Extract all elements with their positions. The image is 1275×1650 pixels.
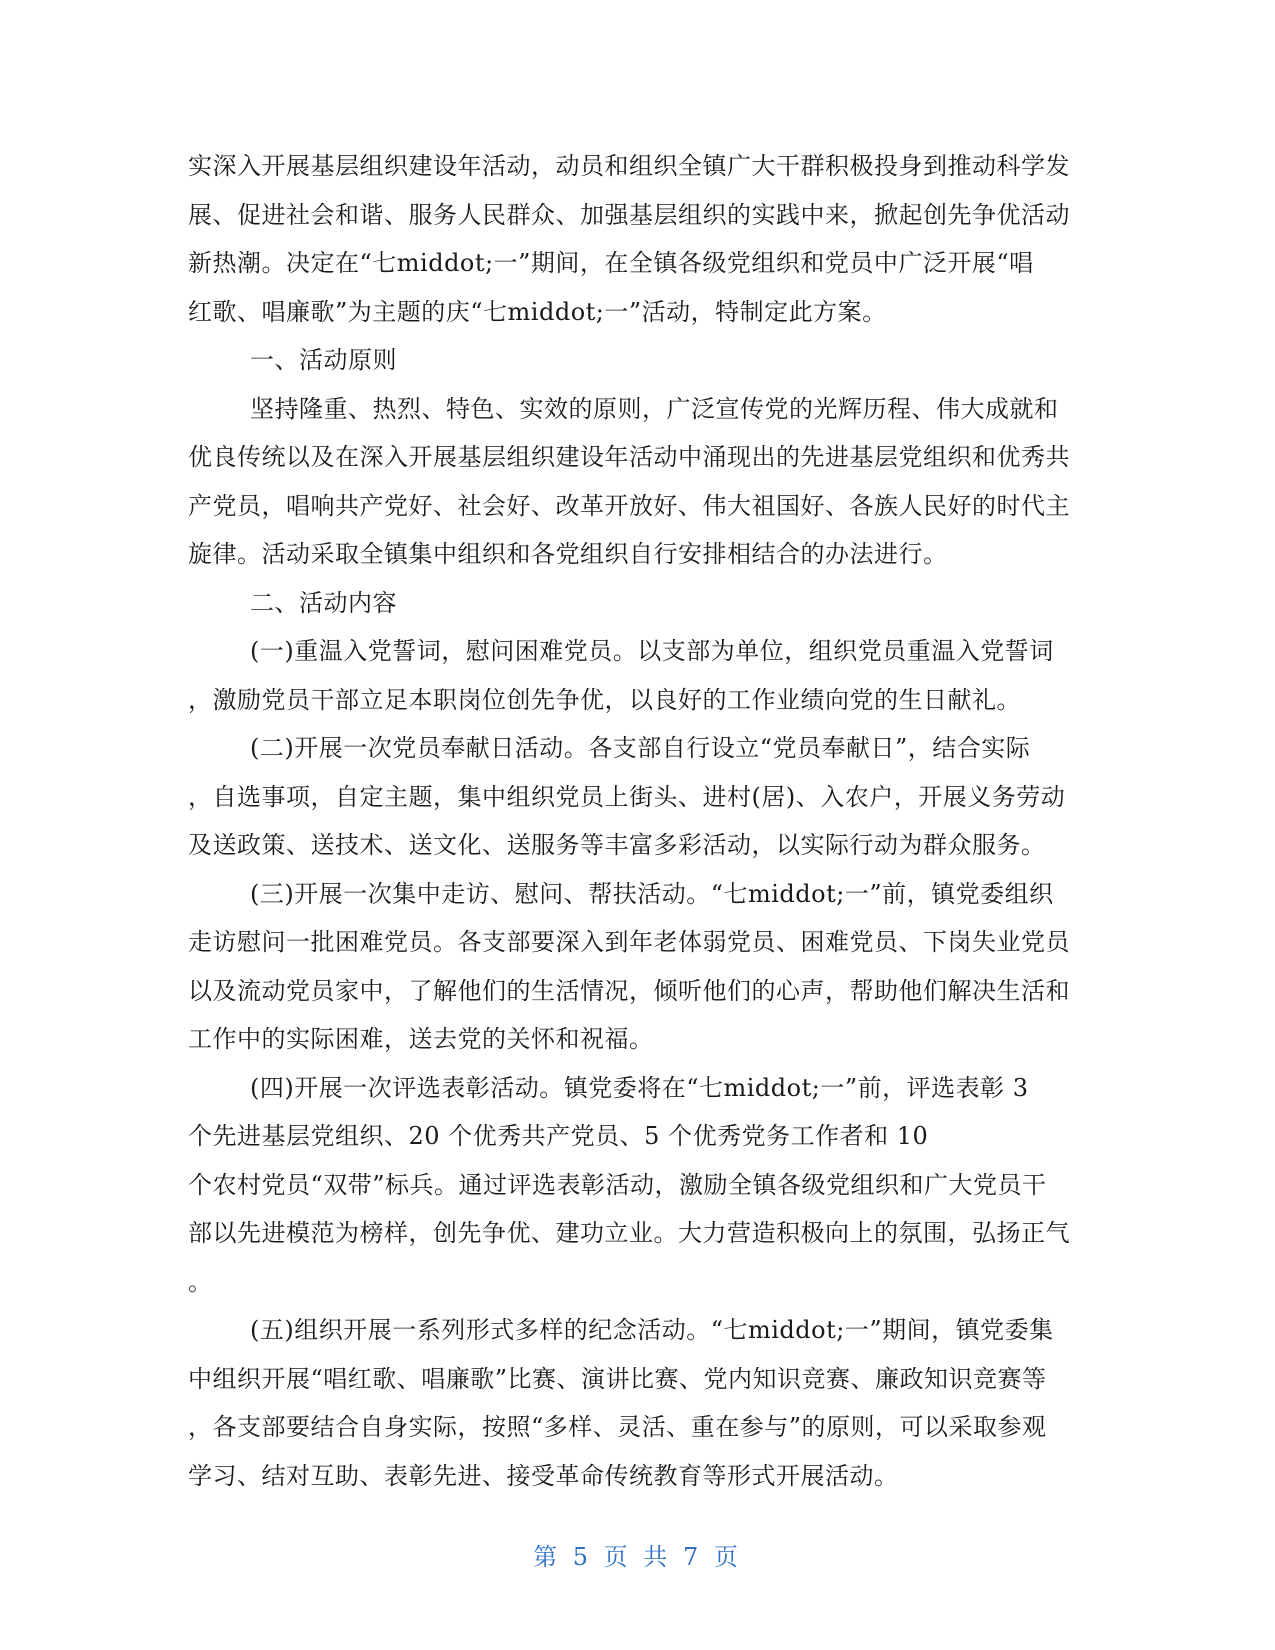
text-line: 展、促进社会和谐、服务人民群众、加强基层组织的实践中来，掀起创先争优活动 [188, 200, 1070, 229]
page-footer [0, 1537, 1275, 1572]
text-line: 产党员，唱响共产党好、社会好、改革开放好、伟大祖国好、各族人民好的时代主 [188, 491, 1070, 520]
text-line: 坚持隆重、热烈、特色、实效的原则，广泛宣传党的光辉历程、伟大成就和 [250, 394, 1059, 423]
text-line: 旋律。活动采取全镇集中组织和各党组织自行安排相结合的办法进行。 [188, 540, 948, 568]
footer-middle: 页 共 [603, 1543, 672, 1571]
text-line: 优良传统以及在深入开展基层组织建设年活动中涌现出的先进基层党组织和优秀共 [188, 443, 1070, 471]
text-line: 及送政策、送技术、送文化、送服务等丰富多彩活动，以实际行动为群众服务。 [188, 831, 1046, 859]
text-line: 个农村党员“双带”标兵。通过评选表彰活动，激励全镇各级党组织和广大党员干 [188, 1170, 1047, 1199]
text-line: (二)开展一次党员奉献日活动。各支部自行设立“党员奉献日”，结合实际 [250, 734, 1031, 762]
text-line: 学习、结对互助、表彰先进、接受革命传统教育等形式开展活动。 [188, 1461, 899, 1490]
text-line: 。 [188, 1267, 213, 1296]
text-line: 工作中的实际困难，送去党的关怀和祝福。 [188, 1025, 654, 1053]
text-line: 走访慰问一批困难党员。各支部要深入到年老体弱党员、困难党员、下岗失业党员 [188, 928, 1070, 956]
text-line: (一)重温入党誓词，慰问困难党员。以支部为单位，组织党员重温入党誓词 [250, 637, 1054, 665]
document-body [188, 142, 1093, 1500]
text-line: 以及流动党员家中，了解他们的生活情况，倾听他们的心声，帮助他们解决生活和 [188, 976, 1070, 1005]
text-line: (三)开展一次集中走访、慰问、帮扶活动。“七middot;一”前，镇党委组织 [250, 879, 1054, 908]
text-line: ，各支部要结合自身实际，按照“多样、灵活、重在参与”的原则，可以采取参观 [188, 1413, 1047, 1441]
footer-suffix: 页 [713, 1543, 742, 1571]
text-line: 部以先进模范为榜样，创先争优、建功立业。大力营造积极向上的氛围，弘扬正气 [188, 1219, 1070, 1247]
text-line: ，激励党员干部立足本职岗位创先争优，以良好的工作业绩向党的生日献礼。 [188, 685, 1021, 714]
text-line: 新热潮。决定在“七middot;一”期间，在全镇各级党组织和党员中广泛开展“唱 [188, 249, 1034, 277]
text-line: 实深入开展基层组织建设年活动，动员和组织全镇广大干群积极投身到推动科学发 [188, 152, 1070, 180]
text-line: (四)开展一次评选表彰活动。镇党委将在“七middot;一”前，评选表彰 3 [250, 1073, 1029, 1102]
footer-prefix: 第 [533, 1543, 562, 1571]
text-line: ，自选事项，自定主题，集中组织党员上街头、进村(居)、入农户，开展义务劳动 [188, 782, 1066, 811]
text-line: 中组织开展“唱红歌、唱廉歌”比赛、演讲比赛、党内知识竞赛、廉政知识竞赛等 [188, 1364, 1047, 1393]
footer-total-pages: 7 [682, 1543, 703, 1571]
footer-current-page: 5 [572, 1543, 593, 1571]
section-heading-content: 二、活动内容 [250, 588, 397, 617]
text-line: 红歌、唱廉歌”为主题的庆“七middot;一”活动，特制定此方案。 [188, 297, 887, 326]
text-line: 个先进基层党组织、20 个优秀共产党员、5 个优秀党务工作者和 10 [188, 1122, 929, 1150]
section-heading-principles: 一、活动原则 [250, 346, 397, 374]
text-line: (五)组织开展一系列形式多样的纪念活动。“七middot;一”期间，镇党委集 [250, 1316, 1054, 1344]
